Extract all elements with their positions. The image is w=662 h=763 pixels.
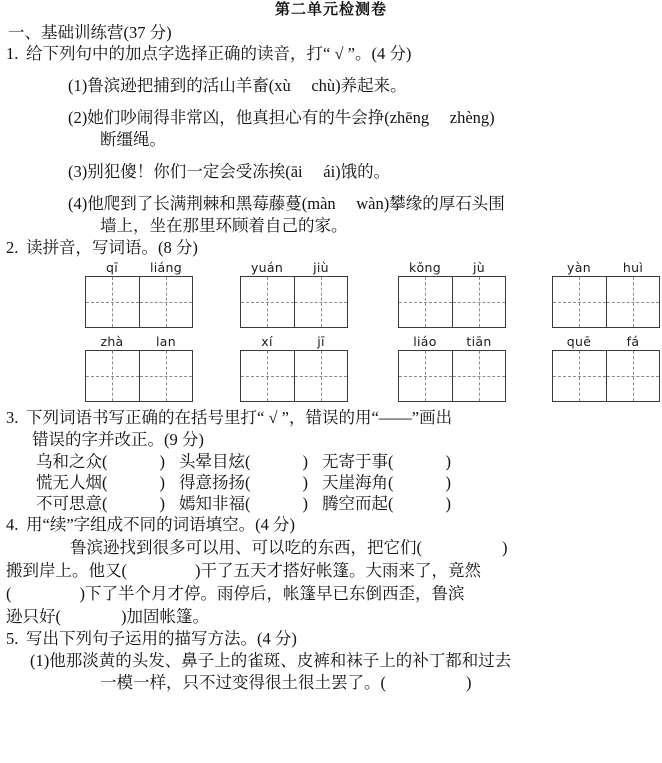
idiom-text: 乌和之众 (36, 452, 102, 471)
question-3-prompt-line2: 错误的字并改正。(9 分) (32, 430, 204, 449)
paragraph-text: 搬到岸上。他又( (6, 561, 127, 580)
character-cell[interactable] (241, 277, 294, 327)
idiom-cell (179, 493, 322, 514)
pinyin-grid-row-1 (0, 259, 662, 333)
character-cell[interactable] (294, 351, 347, 401)
paragraph-text: ( (6, 584, 12, 603)
answer-blank[interactable]: ( ) (102, 473, 165, 492)
question-3 (0, 407, 662, 429)
idiom-cell (179, 472, 322, 493)
pinyin-label (240, 333, 348, 350)
pinyin-label (85, 333, 193, 350)
pinyin-syllable: liáng (150, 260, 182, 275)
spacer (0, 97, 662, 107)
character-grid[interactable] (85, 276, 193, 328)
pinyin-label (398, 259, 506, 276)
answer-blank[interactable]: ( ) (102, 494, 165, 513)
idiom-text: 得意扬扬 (179, 473, 245, 492)
question-5-item-1-cont: 一模一样，只不过变得很土很土罢了。( ) (100, 673, 472, 692)
paragraph-text: )下了半个月才停。雨停后，帐篷早已东倒西歪，鲁滨 (79, 584, 465, 603)
question-1-number: 1. (6, 44, 19, 63)
character-cell[interactable] (399, 351, 452, 401)
pinyin-syllable: jù (473, 260, 485, 275)
question-1-item-2: (2)她们吵闹得非常凶，他真担心有的牛会挣(zhēng zhèng) (68, 108, 495, 127)
paragraph-text: )干了五天才搭好帐篷。大雨来了，竟然 (195, 561, 481, 580)
pinyin-grid-item (240, 333, 348, 402)
character-cell[interactable] (452, 351, 505, 401)
pinyin-syllable: huì (622, 260, 644, 275)
question-3-number: 3. (6, 408, 19, 427)
pinyin-label (552, 333, 660, 350)
character-cell[interactable] (139, 351, 192, 401)
character-cell[interactable] (553, 277, 606, 327)
question-4-paragraph-line-2 (0, 559, 662, 582)
character-cell[interactable] (553, 351, 606, 401)
question-1-item-4: (4)他爬到了长满荆棘和黑莓藤蔓(màn wàn)攀缘的厚石头围 (68, 194, 505, 213)
pinyin-syllable: kǒng (409, 260, 441, 275)
character-grid[interactable] (552, 276, 660, 328)
question-5 (0, 628, 662, 650)
question-1-item-3: (3)别犯傻！你们一定会受冻挨(āi ái)饿的。 (68, 162, 391, 181)
question-2 (0, 237, 662, 259)
paragraph-text: )加固帐篷。 (121, 607, 209, 626)
idiom-text: 不可思意 (36, 494, 102, 513)
pinyin-syllable: yàn (567, 260, 591, 275)
question-5-prompt: 写出下列句子运用的描写方法。(4 分) (26, 629, 297, 648)
pinyin-grid-item (240, 259, 348, 328)
paragraph-text: ) (502, 538, 508, 557)
answer-blank[interactable]: ( ) (388, 452, 451, 471)
idiom-cell (322, 451, 465, 472)
spacer (0, 183, 662, 193)
character-cell[interactable] (86, 351, 139, 401)
pinyin-syllable: quē (566, 334, 592, 349)
pinyin-syllable: liáo (413, 334, 437, 349)
idiom-text: 嫣知非福 (179, 494, 245, 513)
pinyin-grid-item (398, 259, 506, 328)
character-grid[interactable] (240, 276, 348, 328)
character-cell[interactable] (241, 351, 294, 401)
idiom-cell (322, 472, 465, 493)
pinyin-syllable: xí (261, 334, 273, 349)
question-1-prompt: 给下列句中的加点字选择正确的读音，打“ √ ”。(4 分) (26, 44, 412, 63)
pinyin-syllable: qī (105, 260, 118, 275)
character-grid[interactable] (552, 350, 660, 402)
answer-blank[interactable] (12, 582, 80, 605)
pinyin-grid-item (85, 259, 193, 328)
paragraph-text: 逊只好( (6, 607, 61, 626)
pinyin-label (552, 259, 660, 276)
pinyin-grid-item (552, 333, 660, 402)
pinyin-syllable: zhà (100, 334, 124, 349)
character-cell[interactable] (294, 277, 347, 327)
character-grid[interactable] (398, 276, 506, 328)
question-4-paragraph-line-3 (0, 582, 662, 605)
question-4-paragraph-line-4 (0, 605, 662, 628)
question-3-prompt-line2-row (0, 429, 662, 451)
paragraph-text: 鲁滨逊找到很多可以用、可以吃的东西，把它们( (70, 538, 422, 557)
question-4-prompt: 用“续”字组成不同的词语填空。(4 分) (26, 515, 296, 534)
question-1-item-4-cont: 墙上，坐在那里环顾着自己的家。 (100, 216, 348, 235)
character-cell[interactable] (86, 277, 139, 327)
pinyin-grid-row-2 (0, 333, 662, 407)
character-grid[interactable] (85, 350, 193, 402)
question-2-prompt: 读拼音，写词语。(8 分) (26, 238, 198, 257)
pinyin-syllable: fá (626, 334, 640, 349)
section-heading: 一、基础训练营(37 分) (8, 23, 172, 42)
spacer (0, 65, 662, 75)
paragraph-text: 一模一样，只不过变得很土很土罢了。( (100, 673, 386, 692)
question-4-number: 4. (6, 515, 19, 534)
idiom-cell (36, 451, 179, 472)
idiom-table (36, 451, 465, 514)
answer-blank[interactable]: ( ) (245, 473, 308, 492)
question-1 (0, 43, 662, 65)
character-cell[interactable] (452, 277, 505, 327)
answer-blank[interactable] (386, 672, 466, 694)
table-row (36, 451, 465, 472)
character-cell[interactable] (399, 277, 452, 327)
pinyin-grid-item (85, 333, 193, 402)
question-5-item-1: (1)他那淡黄的头发、鼻子上的雀斑、皮裤和袜子上的补丁都和过去 (30, 651, 512, 670)
idiom-cell (36, 472, 179, 493)
table-row (36, 472, 465, 493)
pinyin-syllable: jī (317, 334, 325, 349)
answer-blank[interactable]: ( ) (388, 473, 451, 492)
idiom-text: 腾空而起 (322, 494, 388, 513)
table-row (36, 493, 465, 514)
character-cell[interactable] (606, 277, 659, 327)
answer-blank[interactable]: ( ) (388, 494, 451, 513)
page-title: 第二单元检测卷 (274, 2, 387, 18)
pinyin-syllable: jiù (313, 260, 329, 275)
answer-blank[interactable]: ( ) (245, 494, 308, 513)
question-1-item-2-cont: 断缰绳。 (100, 130, 166, 149)
pinyin-syllable: tiān (466, 334, 492, 349)
answer-blank[interactable] (127, 559, 195, 582)
question-4-paragraph-line-1 (0, 536, 662, 559)
spacer (0, 151, 662, 161)
answer-blank[interactable] (422, 536, 502, 559)
pinyin-label (85, 259, 193, 276)
answer-blank[interactable]: ( ) (102, 452, 165, 471)
character-grid[interactable] (240, 350, 348, 402)
test-paper-page (0, 2, 662, 763)
idiom-text: 无寄于事 (322, 452, 388, 471)
pinyin-syllable: lan (156, 334, 176, 349)
question-5-number: 5. (6, 629, 19, 648)
question-1-item-1: (1)鲁滨逊把捕到的活山羊畜(xù chù)养起来。 (68, 76, 407, 95)
character-grid[interactable] (398, 350, 506, 402)
idiom-text: 慌无人烟 (36, 473, 102, 492)
pinyin-grid-item (398, 333, 506, 402)
question-4 (0, 514, 662, 536)
idiom-text: 头晕目炫 (179, 452, 245, 471)
question-2-number: 2. (6, 238, 19, 257)
question-3-prompt-line1: 下列词语书写正确的在括号里打“ √ ”，错误的用“——”画出 (26, 408, 453, 427)
pinyin-syllable: yuán (250, 260, 284, 275)
pinyin-label (398, 333, 506, 350)
idiom-cell (179, 451, 322, 472)
character-cell[interactable] (606, 351, 659, 401)
answer-blank[interactable]: ( ) (245, 452, 308, 471)
pinyin-label (240, 259, 348, 276)
idiom-text: 天崖海角 (322, 473, 388, 492)
character-cell[interactable] (139, 277, 192, 327)
pinyin-grid-item (552, 259, 660, 328)
idiom-cell (322, 493, 465, 514)
idiom-cell (36, 493, 179, 514)
answer-blank[interactable] (61, 605, 121, 628)
